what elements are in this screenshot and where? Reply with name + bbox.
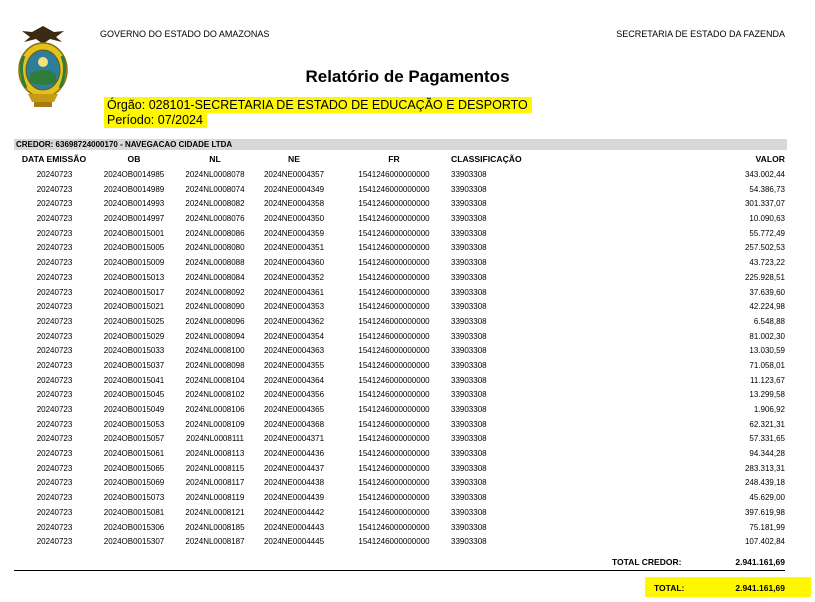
cell-fr: 1541246000000000 xyxy=(358,346,430,356)
cell-date: 20240723 xyxy=(36,537,73,547)
cell-nl: 2024NL0008119 xyxy=(185,493,245,503)
cell-classificacao: 33903308 xyxy=(451,184,487,194)
cell-date: 20240723 xyxy=(36,419,73,429)
cell-classificacao: 33903308 xyxy=(451,228,487,238)
cell-date: 20240723 xyxy=(36,478,73,488)
cell-classificacao: 33903308 xyxy=(451,287,487,297)
cell-fr: 1541246000000000 xyxy=(358,302,430,312)
cell-classificacao: 33903308 xyxy=(451,302,487,312)
cell-fr: 1541246000000000 xyxy=(358,449,430,459)
cell-fr: 1541246000000000 xyxy=(358,419,430,429)
cell-fr: 1541246000000000 xyxy=(358,507,430,517)
cell-nl: 2024NL0008113 xyxy=(185,449,245,459)
cell-nl: 2024NL0008104 xyxy=(185,375,245,385)
cell-nl: 2024NL0008088 xyxy=(185,258,245,268)
cell-valor: 257.502,53 xyxy=(744,243,785,253)
cell-ob: 2024OB0015021 xyxy=(103,302,165,312)
cell-valor: 13.299,58 xyxy=(749,390,785,400)
table-row xyxy=(0,359,815,374)
table-row xyxy=(0,183,815,198)
cell-ne: 2024NE0004445 xyxy=(263,537,325,547)
cell-ob: 2024OB0015045 xyxy=(103,390,165,400)
table-row xyxy=(0,418,815,433)
cell-nl: 2024NL0008074 xyxy=(185,184,245,194)
cell-fr: 1541246000000000 xyxy=(358,478,430,488)
cell-ne: 2024NE0004353 xyxy=(263,302,325,312)
periodo-label: Período: xyxy=(107,113,155,127)
cell-valor: 10.090,63 xyxy=(749,214,785,224)
cell-ne: 2024NE0004354 xyxy=(263,331,325,341)
cell-date: 20240723 xyxy=(36,390,73,400)
cell-nl: 2024NL0008111 xyxy=(186,434,244,444)
cell-classificacao: 33903308 xyxy=(451,346,487,356)
payments-table xyxy=(0,154,815,547)
cell-date: 20240723 xyxy=(36,302,73,312)
table-body xyxy=(0,168,815,550)
cell-valor: 301.337,07 xyxy=(744,199,785,209)
cell-ne: 2024NE0004349 xyxy=(263,184,325,194)
cell-nl: 2024NL0008117 xyxy=(185,478,245,488)
table-row xyxy=(0,374,815,389)
cell-ob: 2024OB0015065 xyxy=(103,463,165,473)
cell-classificacao: 33903308 xyxy=(451,214,487,224)
cell-classificacao: 33903308 xyxy=(451,199,487,209)
table-row xyxy=(0,476,815,491)
government-header: GOVERNO DO ESTADO DO AMAZONAS xyxy=(100,29,270,39)
cell-ob: 2024OB0014989 xyxy=(103,184,165,194)
cell-fr: 1541246000000000 xyxy=(358,316,430,326)
cell-ne: 2024NE0004443 xyxy=(263,522,325,532)
total-credor-value: 2.941.161,69 xyxy=(735,557,785,567)
cell-classificacao: 33903308 xyxy=(451,463,487,473)
table-row xyxy=(0,212,815,227)
cell-classificacao: 33903308 xyxy=(451,390,487,400)
cell-classificacao: 33903308 xyxy=(451,331,487,341)
cell-fr: 1541246000000000 xyxy=(358,272,430,282)
cell-nl: 2024NL0008187 xyxy=(185,537,245,547)
table-row xyxy=(0,168,815,183)
cell-ob: 2024OB0015307 xyxy=(103,537,165,547)
cell-valor: 43.723,22 xyxy=(749,258,785,268)
cell-ne: 2024NE0004363 xyxy=(263,346,325,356)
cell-ob: 2024OB0015057 xyxy=(103,434,165,444)
cell-nl: 2024NL0008090 xyxy=(185,302,245,312)
cell-classificacao: 33903308 xyxy=(451,316,487,326)
table-row xyxy=(0,491,815,506)
cell-ob: 2024OB0015053 xyxy=(103,419,165,429)
cell-date: 20240723 xyxy=(36,375,73,385)
cell-fr: 1541246000000000 xyxy=(358,522,430,532)
total-label: TOTAL: xyxy=(654,583,685,593)
cell-nl: 2024NL0008086 xyxy=(185,228,245,238)
cell-valor: 37.639,60 xyxy=(749,287,785,297)
col-header-fr: FR xyxy=(388,154,400,164)
cell-nl: 2024NL0008109 xyxy=(185,419,245,429)
cell-valor: 54.386,73 xyxy=(749,184,785,194)
cell-classificacao: 33903308 xyxy=(451,493,487,503)
cell-fr: 1541246000000000 xyxy=(358,170,430,179)
cell-valor: 55.772,49 xyxy=(749,228,785,238)
cell-valor: 71.058,01 xyxy=(749,360,785,370)
cell-ne: 2024NE0004350 xyxy=(263,214,325,224)
report-title: Relatório de Pagamentos xyxy=(305,67,510,86)
col-header-ob: OB xyxy=(127,154,141,164)
table-row xyxy=(0,315,815,330)
cell-classificacao: 33903308 xyxy=(451,258,487,268)
table-row xyxy=(0,462,815,477)
cell-fr: 1541246000000000 xyxy=(358,405,430,414)
cell-fr: 1541246000000000 xyxy=(358,360,430,370)
cell-valor: 1.906,92 xyxy=(753,405,785,414)
cell-fr: 1541246000000000 xyxy=(358,537,430,547)
cell-valor: 397.619,98 xyxy=(744,507,785,517)
cell-fr: 1541246000000000 xyxy=(358,258,430,268)
cell-valor: 248.439,18 xyxy=(744,478,785,488)
credor-bar: CREDOR: 63698724000170 - NAVEGACAO CIDADE LTDA xyxy=(14,139,787,150)
cell-date: 20240723 xyxy=(36,449,73,459)
cell-ne: 2024NE0004439 xyxy=(263,493,325,503)
cell-ob: 2024OB0015073 xyxy=(103,493,165,503)
cell-date: 20240723 xyxy=(36,507,73,517)
cell-ne: 2024NE0004364 xyxy=(263,375,325,385)
cell-ob: 2024OB0015001 xyxy=(103,228,165,238)
cell-ne: 2024NE0004355 xyxy=(263,360,325,370)
cell-classificacao: 33903308 xyxy=(451,522,487,532)
cell-date: 20240723 xyxy=(36,170,73,179)
cell-valor: 13.030,59 xyxy=(749,346,785,356)
cell-ob: 2024OB0015037 xyxy=(103,360,165,370)
cell-classificacao: 33903308 xyxy=(451,375,487,385)
orgao-label: Órgão: xyxy=(107,98,146,112)
cell-ob: 2024OB0015017 xyxy=(103,287,165,297)
cell-nl: 2024NL0008115 xyxy=(185,463,245,473)
table-header xyxy=(0,154,815,165)
cell-ob: 2024OB0015013 xyxy=(103,272,165,282)
cell-nl: 2024NL0008082 xyxy=(185,199,245,209)
cell-ne: 2024NE0004351 xyxy=(263,243,325,253)
cell-nl: 2024NL0008092 xyxy=(185,287,245,297)
cell-valor: 343.002,44 xyxy=(744,170,785,179)
cell-ne: 2024NE0004368 xyxy=(263,419,325,429)
cell-nl: 2024NL0008185 xyxy=(185,522,245,532)
cell-date: 20240723 xyxy=(36,214,73,224)
cell-ne: 2024NE0004352 xyxy=(263,272,325,282)
cell-ne: 2024NE0004371 xyxy=(263,434,325,444)
cell-classificacao: 33903308 xyxy=(451,449,487,459)
cell-ne: 2024NE0004438 xyxy=(263,478,325,488)
cell-ob: 2024OB0014985 xyxy=(103,170,165,179)
cell-ob: 2024OB0015081 xyxy=(103,507,165,517)
cell-date: 20240723 xyxy=(36,287,73,297)
cell-fr: 1541246000000000 xyxy=(358,287,430,297)
cell-nl: 2024NL0008076 xyxy=(185,214,245,224)
cell-date: 20240723 xyxy=(36,243,73,253)
cell-valor: 6.548,88 xyxy=(753,316,785,326)
total-credor-label: TOTAL CREDOR: xyxy=(612,557,682,567)
table-row xyxy=(0,344,815,359)
cell-ob: 2024OB0015049 xyxy=(103,405,165,414)
cell-ne: 2024NE0004359 xyxy=(263,228,325,238)
cell-nl: 2024NL0008121 xyxy=(185,507,245,517)
table-row xyxy=(0,535,815,550)
periodo-value: 07/2024 xyxy=(157,113,203,127)
cell-date: 20240723 xyxy=(36,522,73,532)
cell-classificacao: 33903308 xyxy=(451,434,487,444)
table-row xyxy=(0,521,815,536)
cell-ob: 2024OB0015029 xyxy=(103,331,165,341)
cell-fr: 1541246000000000 xyxy=(358,243,430,253)
cell-ne: 2024NE0004436 xyxy=(263,449,325,459)
periodo-line xyxy=(104,112,207,128)
cell-fr: 1541246000000000 xyxy=(358,463,430,473)
cell-ne: 2024NE0004357 xyxy=(263,170,325,179)
cell-fr: 1541246000000000 xyxy=(358,390,430,400)
cell-date: 20240723 xyxy=(36,331,73,341)
col-header-date: DATA EMISSÃO xyxy=(21,154,87,164)
cell-date: 20240723 xyxy=(36,199,73,209)
table-row xyxy=(0,241,815,256)
cell-nl: 2024NL0008098 xyxy=(185,360,245,370)
table-row xyxy=(0,271,815,286)
cell-classificacao: 33903308 xyxy=(451,537,487,547)
cell-ob: 2024OB0014993 xyxy=(103,199,165,209)
cell-valor: 283.313,31 xyxy=(744,463,785,473)
cell-ob: 2024OB0015009 xyxy=(103,258,165,268)
cell-nl: 2024NL0008080 xyxy=(185,243,245,253)
cell-valor: 94.344,28 xyxy=(749,449,785,459)
cell-date: 20240723 xyxy=(36,434,73,444)
table-row xyxy=(0,330,815,345)
cell-classificacao: 33903308 xyxy=(451,478,487,488)
cell-nl: 2024NL0008106 xyxy=(185,405,245,414)
table-row xyxy=(0,403,815,418)
cell-ob: 2024OB0014997 xyxy=(103,214,165,224)
cell-valor: 62.321,31 xyxy=(749,419,785,429)
cell-valor: 75.181,99 xyxy=(749,522,785,532)
cell-ne: 2024NE0004437 xyxy=(263,463,325,473)
cell-ne: 2024NE0004365 xyxy=(263,405,325,414)
cell-classificacao: 33903308 xyxy=(451,170,487,179)
cell-fr: 1541246000000000 xyxy=(358,184,430,194)
cell-ne: 2024NE0004442 xyxy=(263,507,325,517)
cell-nl: 2024NL0008078 xyxy=(185,170,245,179)
cell-fr: 1541246000000000 xyxy=(358,331,430,341)
cell-date: 20240723 xyxy=(36,228,73,238)
cell-date: 20240723 xyxy=(36,493,73,503)
cell-ob: 2024OB0015025 xyxy=(103,316,165,326)
cell-date: 20240723 xyxy=(36,405,73,414)
cell-valor: 225.928,51 xyxy=(744,272,785,282)
cell-nl: 2024NL0008102 xyxy=(185,390,245,400)
table-row xyxy=(0,447,815,462)
col-header-ne: NE xyxy=(288,154,300,164)
table-row xyxy=(0,227,815,242)
cell-classificacao: 33903308 xyxy=(451,272,487,282)
table-row xyxy=(0,300,815,315)
table-row xyxy=(0,256,815,271)
col-header-valor: VALOR xyxy=(755,154,785,164)
cell-date: 20240723 xyxy=(36,272,73,282)
cell-ob: 2024OB0015033 xyxy=(103,346,165,356)
cell-classificacao: 33903308 xyxy=(451,507,487,517)
cell-ne: 2024NE0004361 xyxy=(263,287,325,297)
cell-fr: 1541246000000000 xyxy=(358,228,430,238)
total-value: 2.941.161,69 xyxy=(735,583,785,593)
cell-ne: 2024NE0004362 xyxy=(263,316,325,326)
cell-ne: 2024NE0004358 xyxy=(263,199,325,209)
cell-date: 20240723 xyxy=(36,346,73,356)
cell-fr: 1541246000000000 xyxy=(358,493,430,503)
cell-fr: 1541246000000000 xyxy=(358,199,430,209)
cell-classificacao: 33903308 xyxy=(451,405,487,414)
cell-valor: 57.331,65 xyxy=(749,434,785,444)
cell-date: 20240723 xyxy=(36,316,73,326)
cell-ob: 2024OB0015005 xyxy=(103,243,165,253)
table-row xyxy=(0,286,815,301)
orgao-value: 028101-SECRETARIA DE ESTADO DE EDUCAÇÃO E DESPORTO xyxy=(148,98,528,112)
cell-valor: 11.123,67 xyxy=(750,375,785,385)
cell-nl: 2024NL0008084 xyxy=(185,272,245,282)
cell-ne: 2024NE0004360 xyxy=(263,258,325,268)
cell-valor: 45.629,00 xyxy=(749,493,785,503)
table-row xyxy=(0,197,815,212)
orgao-line xyxy=(104,97,532,113)
table-row xyxy=(0,506,815,521)
cell-ob: 2024OB0015061 xyxy=(103,449,165,459)
cell-nl: 2024NL0008096 xyxy=(185,316,245,326)
cell-ne: 2024NE0004356 xyxy=(263,390,325,400)
cell-valor: 107.402,84 xyxy=(744,537,785,547)
cell-ob: 2024OB0015069 xyxy=(103,478,165,488)
cell-fr: 1541246000000000 xyxy=(358,214,430,224)
cell-date: 20240723 xyxy=(36,360,73,370)
cell-date: 20240723 xyxy=(36,258,73,268)
col-header-classificacao: CLASSIFICAÇÃO xyxy=(451,154,522,164)
cell-fr: 1541246000000000 xyxy=(358,375,430,385)
table-row xyxy=(0,388,815,403)
cell-nl: 2024NL0008100 xyxy=(185,346,245,356)
cell-date: 20240723 xyxy=(36,184,73,194)
divider xyxy=(14,570,785,571)
cell-classificacao: 33903308 xyxy=(451,243,487,253)
cell-classificacao: 33903308 xyxy=(451,360,487,370)
cell-nl: 2024NL0008094 xyxy=(185,331,245,341)
cell-date: 20240723 xyxy=(36,463,73,473)
secretariat-header: SECRETARIA DE ESTADO DA FAZENDA xyxy=(616,29,785,39)
cell-classificacao: 33903308 xyxy=(451,419,487,429)
table-row xyxy=(0,432,815,447)
cell-ob: 2024OB0015041 xyxy=(103,375,165,385)
col-header-nl: NL xyxy=(209,154,221,164)
cell-valor: 42.224,98 xyxy=(749,302,785,312)
cell-valor: 81.002,30 xyxy=(749,331,785,341)
cell-ob: 2024OB0015306 xyxy=(103,522,165,532)
cell-fr: 1541246000000000 xyxy=(358,434,430,444)
